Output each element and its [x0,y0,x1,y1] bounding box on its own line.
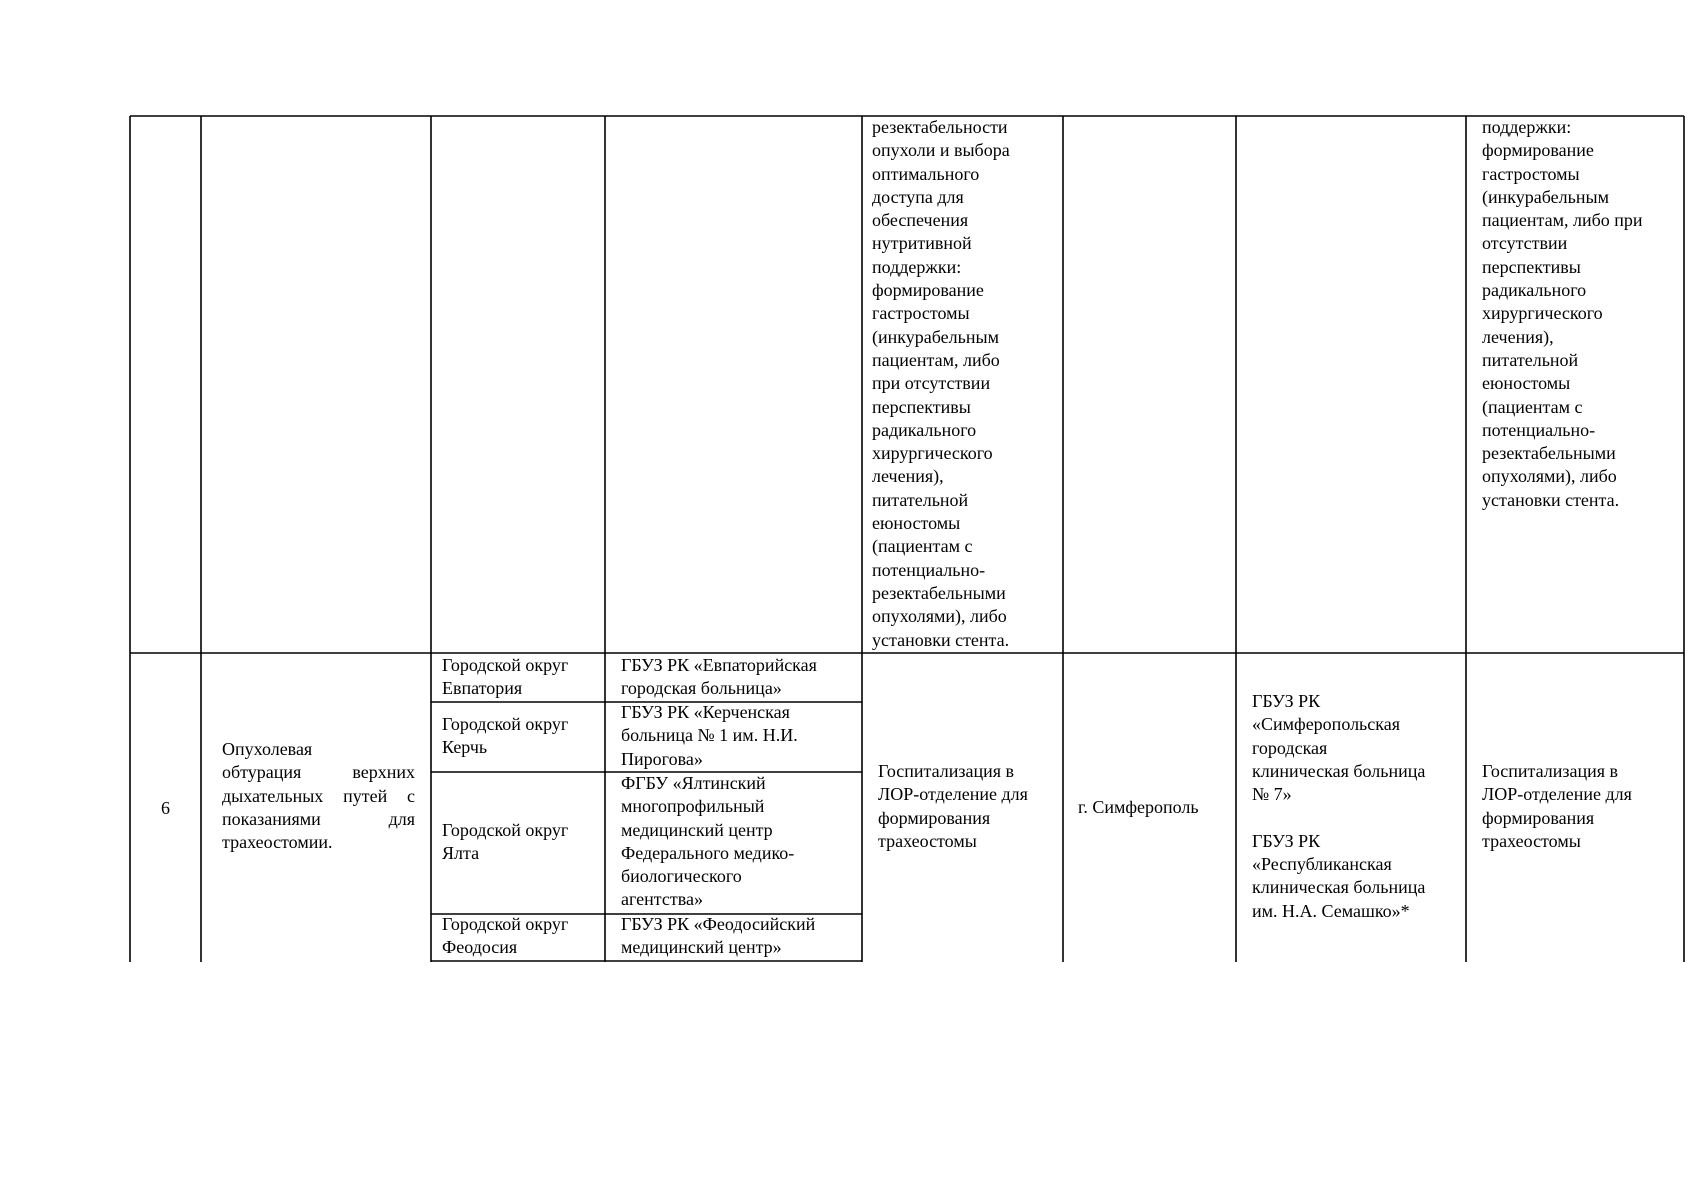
target-institutions-text: ГБУЗ РК «Симферопольская городская клиническая больница № 7» ГБУЗ РК «Республиканская клиническая больница им. Н.А. Семашко»* [1252,691,1426,921]
district-yalta: Городской округ Ялта [442,820,569,864]
district-feodosia: Городской округ Феодосия [442,914,569,958]
final-action-text: Госпитализация в ЛОР-отделение для формирования трахеостомы [1482,761,1632,851]
condition-line: показаниями для [222,808,415,829]
city-text: г. Симферополь [1078,797,1199,817]
condition-cell [222,738,415,854]
continued-last-col-text: поддержки: формирование гастростомы (инкурабельным пациентам, либо при отсутствии перспективы радикального хирургического лечения), питательной еюностомы (пациентам с потенциально- резектабельными опухолями), либо установки стента. [1482,117,1643,510]
condition-line: дыхательных путей с [222,785,415,806]
condition-line: обтурация верхних [222,762,415,783]
condition-line: Опухолевая [222,739,313,759]
institution-feodosia: ГБУЗ РК «Феодосийский медицинский центр» [621,914,816,958]
row-number: 6 [161,798,170,818]
institution-kerch: ГБУЗ РК «Керченская больница № 1 им. Н.И. Пирогова» [621,702,798,769]
continued-procedure-text: резектабельности опухоли и выбора оптимального доступа для обеспечения нутритивной поддержки: формирование гастростомы (инкурабельным пациентам, либо при отсутствии перспективы радикального хирургического лечения), питательной еюностомы (пациентам с потенциально- резектабельными опухолями), либо установки стента. [872,117,1010,650]
action-text: Госпитализация в ЛОР-отделение для формирования трахеостомы [878,761,1028,851]
institution-evpatoria: ГБУЗ РК «Евпаторийская городская больница» [621,655,817,699]
district-kerch: Городской округ Керчь [442,714,569,758]
district-evpatoria: Городской округ Евпатория [442,655,569,699]
condition-line: трахеостомии. [222,832,333,853]
institution-yalta: ФГБУ «Ялтинский многопрофильный медицинский центр Федерального медико- биологического агентства» [621,773,795,910]
